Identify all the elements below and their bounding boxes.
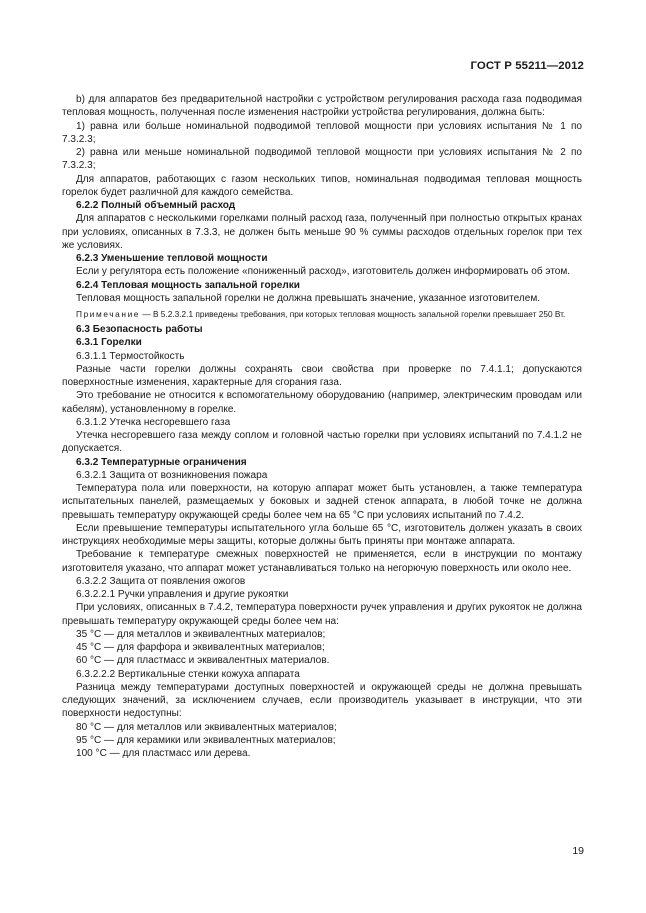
- paragraph: Разные части горелки должны сохранять свои свойства при проверке по 7.4.1.1; допускаются поверхностные изменения, характерные для сгорания газа.: [62, 363, 582, 388]
- list-item: 60 °С — для пластмасс и эквивалентных материалов.: [76, 655, 330, 667]
- subsection-heading: 6.3.2.2 Защита от появления ожогов: [76, 575, 246, 587]
- paragraph: 1) равна или больше номинальной подводимой тепловой мощности при условиях испытания № 1 по 7.3.2.3;: [62, 120, 582, 145]
- paragraph: b) для аппаратов без предварительной настройки с устройством регулирования расхода газа подводимая тепловая мощность, полученная после изменения настройки устройства регулирования, должна быть:: [62, 94, 582, 119]
- paragraph: Требование к температуре смежных поверхностей не применяется, если в инструкции по монтажу изготовителя указано, что аппарат может устанавливаться только на негорючую поверхность или около нее.: [62, 549, 582, 574]
- paragraph: Разница между температурами доступных поверхностей и окружающей среды не должна превышать следующих значений, за исключением случаев, если производитель указывает в инструкции, что эти поверхности недоступны:: [62, 681, 582, 720]
- paragraph: При условиях, описанных в 7.4.2, температура поверхности ручек управления и других рукояток не должна превышать температуру окружающей среды более чем на:: [62, 602, 582, 627]
- page-header: ГОСТ Р 55211—2012: [470, 60, 584, 72]
- subsection-heading: 6.3.2.2.1 Ручки управления и другие рукоятки: [76, 589, 289, 600]
- list-item: 95 °С — для керамики или эквивалентных материалов;: [76, 734, 336, 746]
- section-heading: 6.2.2 Полный объемный расход: [76, 200, 236, 211]
- list-item: 100 °С — для пластмасс или дерева.: [76, 748, 251, 759]
- subsection-heading: 6.3.2.1 Защита от возникновения пожара: [76, 469, 268, 481]
- paragraph: Для аппаратов с несколькими горелками полный расход газа, полученный при полностью открытых кранах при условиях, описанных в 7.3.3, не должен быть меньше 90 % суммы расходов отдельных горелок при тех же условиях.: [62, 213, 582, 251]
- paragraph: Утечка несгоревшего газа между соплом и головной частью горелки при условиях испытаний по 7.4.1.2 не допускается.: [62, 430, 582, 455]
- section-heading: 6.3.1 Горелки: [76, 337, 142, 349]
- section-heading: 6.3 Безопасность работы: [76, 324, 203, 335]
- subsection-heading: 6.3.1.1 Термостойкость: [76, 350, 185, 362]
- section-heading: 6.2.4 Тепловая мощность запальной горелки: [76, 279, 300, 291]
- subsection-heading: 6.3.2.2.2 Вертикальные стенки кожуха аппарата: [76, 668, 300, 680]
- section-heading: 6.3.2 Температурные ограничения: [76, 456, 247, 468]
- paragraph: 2) равна или меньше номинальной подводимой тепловой мощности при условиях испытания № 2 по 7.3.2.3;: [62, 147, 582, 172]
- list-item: 80 °С — для металлов или эквивалентных материалов;: [76, 721, 337, 733]
- section-heading: 6.2.3 Уменьшение тепловой мощности: [76, 253, 268, 264]
- paragraph: Температура пола или поверхности, на которую аппарат может быть установлен, а также температура испытательных панелей, размещаемых у боковых и задней стенок аппарата, в любой точке не должна превышать температуру окружающей среды более чем на 65 °С при условиях испытаний по 7.4.2.: [62, 483, 582, 521]
- page-number: 19: [572, 845, 584, 857]
- paragraph: Если у регулятора есть положение «пониженный расход», изготовитель должен информировать об этом.: [76, 266, 571, 278]
- note-label: Примечание: [76, 309, 141, 319]
- paragraph: Тепловая мощность запальной горелки не должна превышать значение, указанное изготовителем.: [76, 292, 541, 304]
- list-item: 35 °С — для металлов и эквивалентных материалов;: [76, 628, 326, 640]
- list-item: 45 °С — для фарфора и эквивалентных материалов;: [76, 642, 325, 653]
- document-body: [62, 93, 582, 760]
- paragraph: Это требование не относится к вспомогательному оборудованию (например, электрическим проводам или кабелям), установленному в горелке.: [62, 390, 582, 415]
- paragraph: Для аппаратов, работающих с газом нескольких типов, номинальная подводимая тепловая мощность горелок будет различной для каждого семейства.: [62, 173, 582, 198]
- subsection-heading: 6.3.1.2 Утечка несгоревшего газа: [76, 416, 231, 428]
- note: [62, 309, 582, 320]
- note-text: — В 5.2.3.2.1 приведены требования, при которых тепловая мощность запальной горелки превышает 250 Вт.: [140, 309, 566, 319]
- paragraph: Если превышение температуры испытательного угла больше 65 °С, изготовитель должен указать в своих инструкциях необходимые меры защиты, которые должны быть приняты при монтаже аппарата.: [62, 522, 582, 547]
